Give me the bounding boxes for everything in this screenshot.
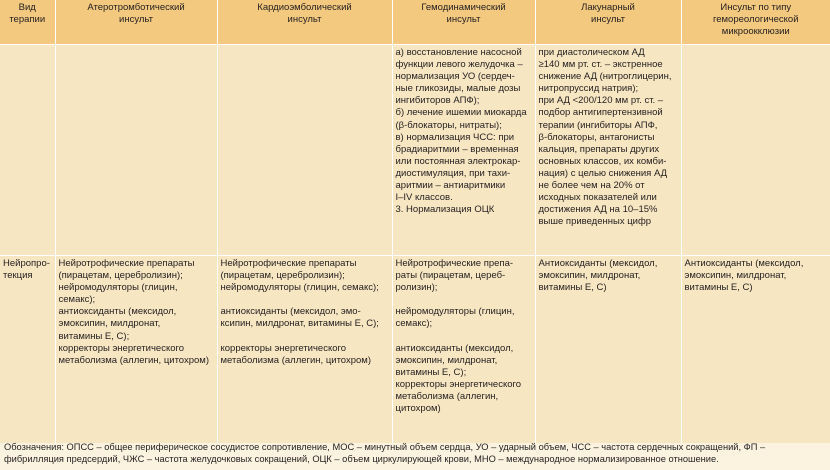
table-cell: а) восстановление насосной функции левого желудочка – нормализация УО (сердеч- ные гликозиды, малые дозы ингибиторов АПФ); б) лечение ишемии миокарда (β-блокаторы, нитраты); в) нормализация ЧСС: при брадиаритмии – временная или постоянная электрокар- диостимуляция, при тахи- аритмии – антиаритмики I–IV классов. 3. Нормализация ОЦК [392,45,535,256]
table-cell [0,45,55,256]
table-header-row [0,0,830,45]
table-cell: Нейротрофические препа- раты (пирацетам, цереб- ролизин); нейромодуляторы (глицин, семакс); антиоксиданты (мексидол, эмоксипин, милдронат, витамины Е, С); корректоры энергетического метаболизма (аллегин, цитохром) [392,256,535,444]
table-cell: Антиоксиданты (мексидол, эмоксипин, милдронат, витамины Е, С) [681,256,830,444]
table-cell: Нейротрофические препараты (пирацетам, церебролизин); нейромодуляторы (глицин, семакс); антиоксиданты (мексидол, эмоксипин, милдронат, витамины Е, С); корректоры энергетического метаболизма (аллегин, цитохром) [55,256,217,444]
table-cell [55,45,217,256]
table-cell: Антиоксиданты (мексидол, эмоксипин, милдронат, витамины Е, С) [535,256,681,444]
table-cell: при диастолическом АД ≥140 мм рт. ст. – экстренное снижение АД (нитроглицерин, нитропруссид натрия); при АД <200/120 мм рт. ст. – подбор антигипертензивной терапии (ингибиторы АПФ, β-блокаторы, антагонисты кальция, препараты других основных классов, их комби- нация) с целью снижения АД не более чем на 20% от исходных показателей или достижения АД на 10–15% выше приведенных цифр [535,45,681,256]
header-hemorheological: Инсульт по типу гемореологической микроокклюзии [681,0,830,45]
table-cell [681,45,830,256]
header-cardioembolic: Кардиоэмболический инсульт [217,0,392,45]
row-label-neuroprotection: Нейропро- текция [0,256,55,444]
header-therapy-type: Вид терапии [0,0,55,45]
header-hemodynamic: Гемодинамический инсульт [392,0,535,45]
header-atherothrombotic: Атеротромботический инсульт [55,0,217,45]
header-lacunar: Лакунарный инсульт [535,0,681,45]
footnote: Обозначения: ОПСС – общее периферическое сосудистое сопротивление, МОС – минутный объем сердца, УО – ударный объем, ЧСС – частота сердечных сокращений, ФП – фибрилляция предсердий, ЧЖС – частота желудочковых сокращений, ОЦК – объем циркулирующей крови, МНО – международное нормализированное отношение. [4,442,766,465]
table-cell [217,45,392,256]
table-cell: Нейротрофические препараты (пирацетам, церебролизин); нейромодуляторы (глицин, семакс); антиоксиданты (мексидол, эмо- ксипин, милдронат, витамины Е, С); корректоры энергетического метаболизма (аллегин, цитохром) [217,256,392,444]
table-row [0,45,830,256]
table-row [0,256,830,444]
